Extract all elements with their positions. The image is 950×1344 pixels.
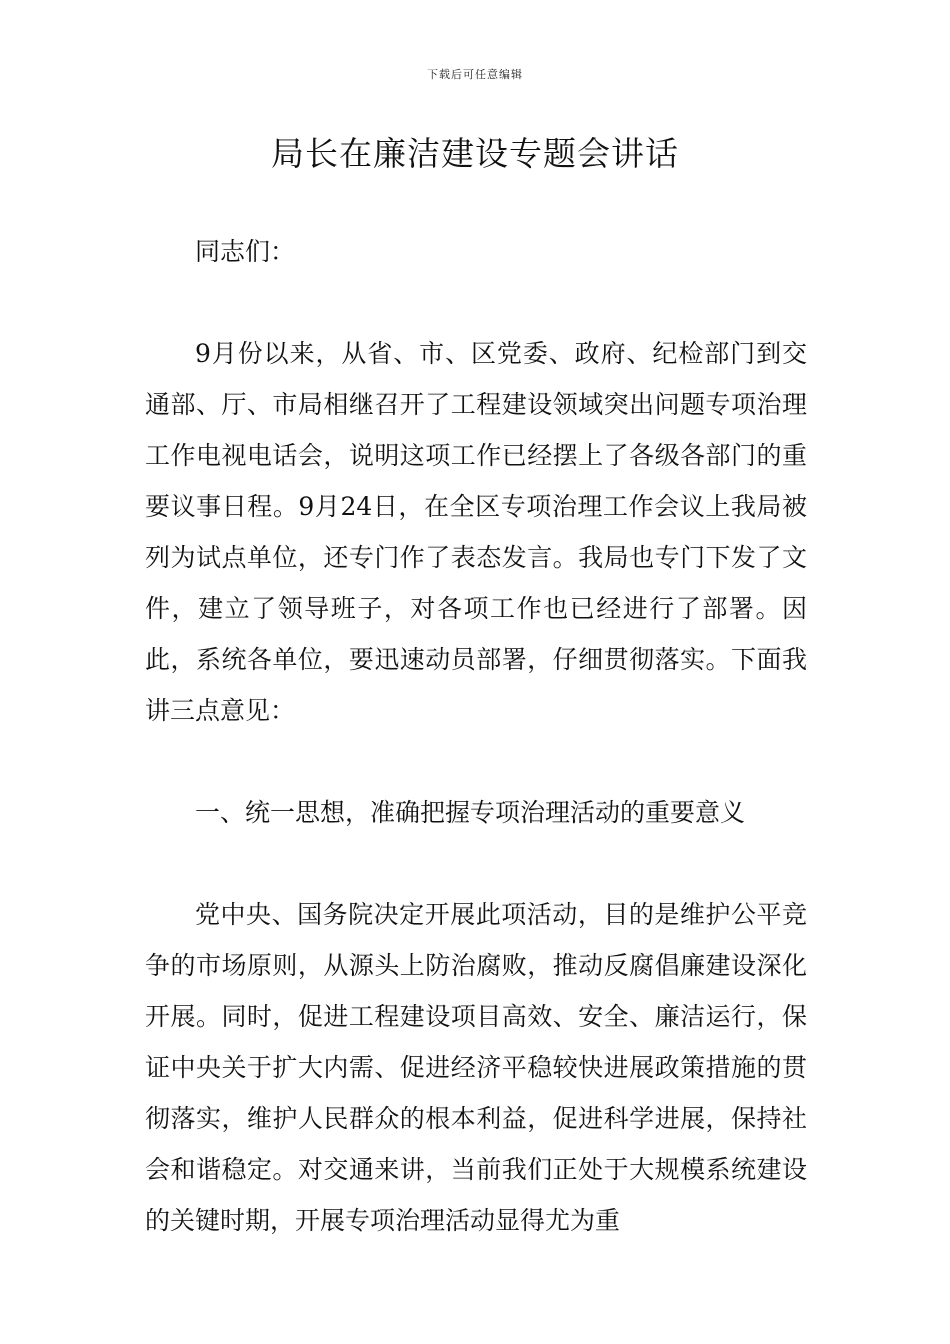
document-body — [145, 226, 807, 1246]
paragraph-intro: 9月份以来，从省、市、区党委、政府、纪检部门到交通部、厅、市局相继召开了工程建设领域突出问题专项治理工作电视电话会，说明这项工作已经摆上了各级各部门的重要议事日程。9月24日，在全区专项治理工作会议上我局被列为试点单位，还专门作了表态发言。我局也专门下发了文件，建立了领导班子，对各项工作也已经进行了部署。因此，系统各单位，要迅速动员部署，仔细贯彻落实。下面我讲三点意见： — [145, 339, 807, 725]
greeting: 同志们： — [195, 237, 296, 266]
paragraph-body: 党中央、国务院决定开展此项活动，目的是维护公平竞争的市场原则，从源头上防治腐败，推动反腐倡廉建设深化开展。同时，促进工程建设项目高效、安全、廉洁运行，保证中央关于扩大内需、促进经济平稳较快进展政策措施的贯彻落实，维护人民群众的根本利益，促进科学进展，保持社会和谐稳定。对交通来讲，当前我们正处于大规模系统建设的关键时期，开展专项治理活动显得尤为重 — [145, 900, 807, 1235]
header-note: 下载后可任意编辑 — [427, 68, 523, 81]
document-title: 局长在廉洁建设专题会讲话 — [271, 134, 679, 173]
section-heading: 一、统一思想，准确把握专项治理活动的重要意义 — [195, 798, 746, 827]
